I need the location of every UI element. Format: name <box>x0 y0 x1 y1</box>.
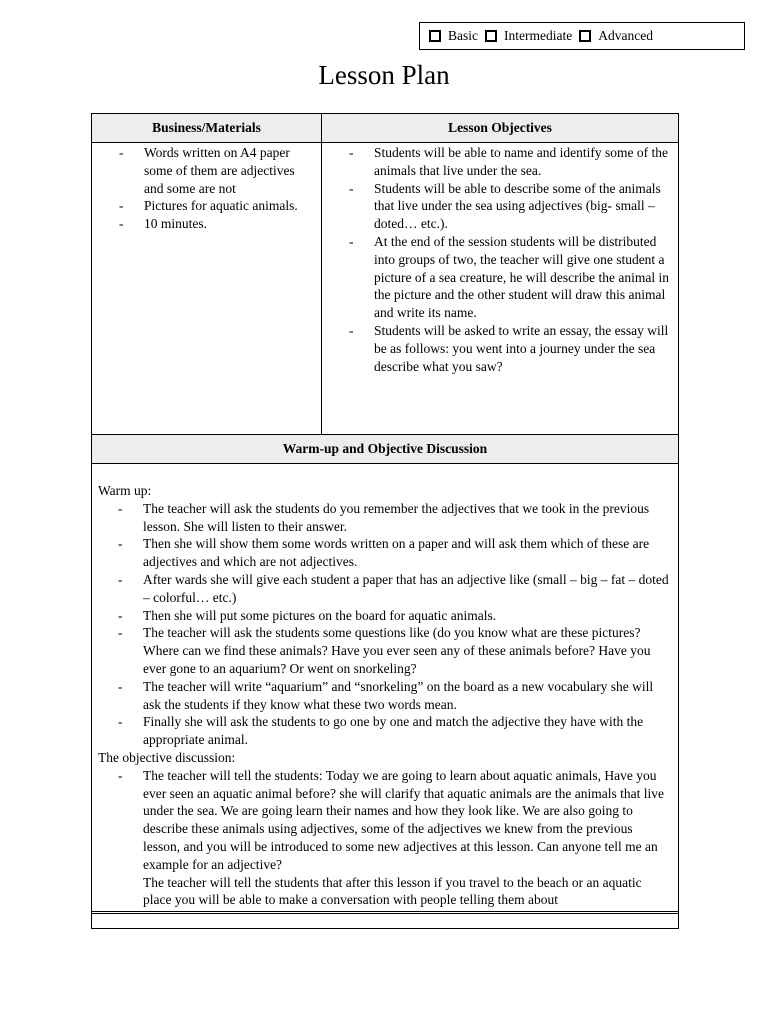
objectives-header: Lesson Objectives <box>322 114 679 143</box>
list-item: - At the end of the session students will be distributed into groups of two, the teacher will give one student a picture of a sea creature, he will describe the animal in the picture and the other student will draw this animal and write its name. <box>322 233 674 322</box>
list-item: - The teacher will ask the students do you remember the adjectives that we took in the previous lesson. She will listen to their answer. <box>98 500 672 536</box>
level-option-label: Advanced <box>598 28 653 43</box>
objective-discussion-list <box>98 767 672 874</box>
objectives-list <box>322 143 678 379</box>
materials-cell <box>92 143 322 435</box>
page-title: Lesson Plan <box>318 60 450 90</box>
list-item: - Finally she will ask the students to go one by one and match the adjective they have with the appropriate animal. <box>98 713 672 749</box>
list-item: - The teacher will write “aquarium” and “snorkeling” on the board as a new vocabulary she will ask the students if they know what these two words mean. <box>98 678 672 714</box>
objective-continuation: The teacher will tell the students that after this lesson if you travel to the beach or an aquatic place you will be able to make a conversation with people telling them about <box>143 874 642 908</box>
level-option-label: Intermediate <box>504 28 573 43</box>
table-bottom-border <box>91 911 678 914</box>
list-item: - Students will be able to describe some of the animals that live under the sea using adjectives (big- small – doted… etc.). <box>322 180 674 233</box>
list-item: - The teacher will ask the students some questions like (do you know what are these pictures? Where can we find these animals? Have you ever seen any of these animals before? Have you ever gone to an aquarium? Or went on snorkeling? <box>98 624 672 677</box>
materials-list <box>92 143 321 237</box>
warmup-list <box>98 500 672 749</box>
checkbox-icon[interactable] <box>429 30 441 42</box>
list-item: - Then she will show them some words written on a paper and will ask them which of these are adjectives and which are not adjectives. <box>98 535 672 571</box>
list-item: - Students will be able to name and identify some of the animals that live under the sea. <box>322 144 674 180</box>
list-item: - Then she will put some pictures on the board for aquatic animals. <box>98 607 672 625</box>
level-option-label: Basic <box>448 28 478 43</box>
warmup-cell <box>92 464 679 929</box>
lesson-plan-table <box>91 113 678 929</box>
list-item: - After wards she will give each student a paper that has an adjective like (small – big – fat – doted – colorful… etc.) <box>98 571 672 607</box>
materials-header: Business/Materials <box>92 114 322 143</box>
level-option-advanced[interactable] <box>579 28 653 44</box>
list-item: - Pictures for aquatic animals. <box>92 197 317 215</box>
level-option-intermediate[interactable] <box>485 28 572 44</box>
level-option-basic[interactable] <box>429 28 478 44</box>
level-selector <box>419 22 745 50</box>
list-item: - The teacher will tell the students: Today we are going to learn about aquatic animals, Have you ever seen an aquatic animal before? she will clarify that aquatic animals are the animals that live under the sea. We are going learn their names and how they look like. We are also going to describe these animals using adjectives, some of the adjectives we knew from the previous lesson, and you will be introduced to some new adjectives at this lesson. Can anyone tell me an example for an adjective? <box>98 767 672 874</box>
list-item: - Words written on A4 paper some of them are adjectives and some are not <box>92 144 317 197</box>
warmup-header: Warm-up and Objective Discussion <box>92 435 679 464</box>
list-item: - 10 minutes. <box>92 215 317 233</box>
list-item: - Students will be asked to write an essay, the essay will be as follows: you went into a journey under the sea describe what you saw? <box>322 322 674 375</box>
checkbox-icon[interactable] <box>485 30 497 42</box>
objectives-cell <box>322 143 679 435</box>
checkbox-icon[interactable] <box>579 30 591 42</box>
objective-discussion-label: The objective discussion: <box>98 749 236 765</box>
warmup-label: Warm up: <box>98 483 152 498</box>
